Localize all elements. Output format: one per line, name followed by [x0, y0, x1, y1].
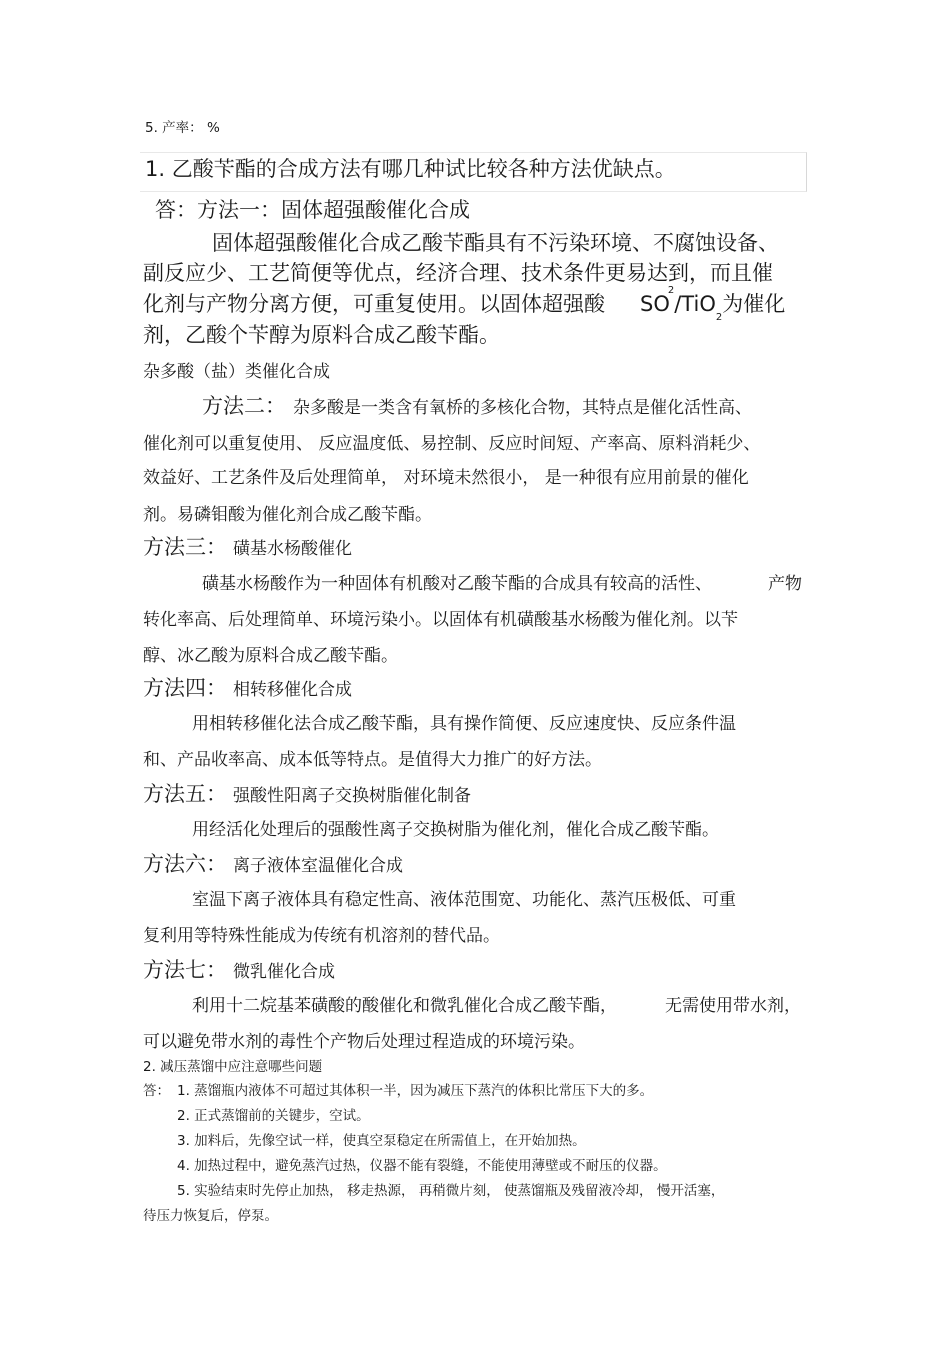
method-4-title: 相转移催化合成: [233, 680, 352, 700]
method-1-line-1: 固体超强酸催化合成乙酸苄酯具有不污染环境、不腐蚀设备、: [212, 231, 779, 255]
catalyst-formula: $SO^2/TiO_2$为催化: [640, 285, 786, 324]
answer-2-item-3: 3. 加料后，先像空试一样，使真空泵稳定在所需值上，在开始加热。: [177, 1133, 586, 1149]
answer-2-label: 答：: [143, 1083, 170, 1099]
method-7-line-2: 可以避免带水剂的毒性个产物后处理过程造成的环境污染。: [143, 1032, 585, 1052]
method-4-line-2: 和、产品收率高、成本低等特点。是值得大力推广的好方法。: [143, 750, 602, 770]
method-1-line-4: 剂，乙酸个苄醇为原料合成乙酸苄酯。: [143, 323, 500, 347]
method-2-line-1: 杂多酸是一类含有氧桥的多核化合物，其特点是催化活性高、: [293, 398, 752, 418]
method-3-label: 方法三：: [143, 535, 227, 559]
method-2-line-4: 剂。易磷钼酸为催化剂合成乙酸苄酯。: [143, 505, 432, 525]
method-5-line-1: 用经活化处理后的强酸性离子交换树脂为催化剂，催化合成乙酸苄酯。: [192, 820, 719, 840]
method-3-line-1: 磺基水杨酸作为一种固体有机酸对乙酸苄酯的合成具有较高的活性、: [202, 574, 712, 594]
method-4-label: 方法四：: [143, 676, 227, 700]
answer-1-method-1-heading: 答：方法一：固体超强酸催化合成: [155, 198, 470, 222]
question-1-title: 1. 乙酸苄酯的合成方法有哪几种试比较各种方法优缺点。: [145, 157, 676, 181]
method-4-line-1: 用相转移催化法合成乙酸苄酯，具有操作简便、反应速度快、反应条件温: [192, 714, 736, 734]
method-2-line-3: 效益好、工艺条件及后处理简单， 对环境未然很小， 是一种很有应用前景的催化: [143, 468, 749, 488]
method-3-title: 磺基水杨酸催化: [233, 539, 352, 559]
method-7-line-1: 利用十二烷基苯磺酸的酸催化和微乳催化合成乙酸苄酯，: [192, 996, 617, 1016]
method-7-label: 方法七：: [143, 958, 227, 982]
answer-2-item-1: 1. 蒸馏瓶内液体不可超过其体积一半，因为减压下蒸汽的体积比常压下大的多。: [177, 1083, 654, 1099]
method-5-label: 方法五：: [143, 782, 227, 806]
method-5-title: 强酸性阳离子交换树脂催化制备: [233, 786, 471, 806]
method-6-label: 方法六：: [143, 852, 227, 876]
answer-2-item-4: 4. 加热过程中，避免蒸汽过热，仪器不能有裂缝，不能使用薄壁或不耐压的仪器。: [177, 1158, 667, 1174]
answer-2-item-2: 2. 正式蒸馏前的关键步，空试。: [177, 1108, 370, 1124]
method-1-line-2: 副反应少、工艺简便等优点，经济合理、技术条件更易达到，而且催: [143, 261, 773, 285]
question-2-title: 2. 减压蒸馏中应注意哪些问题: [143, 1059, 323, 1075]
answer-2-item-5-continued: 待压力恢复后，停泵。: [143, 1208, 278, 1224]
method-3-line-1-tail: 产物: [768, 574, 802, 594]
method-2-label: 方法二：: [202, 394, 286, 418]
method-6-line-1: 室温下离子液体具有稳定性高、液体范围宽、功能化、蒸汽压极低、可重: [192, 890, 736, 910]
method-6-line-2: 复利用等特殊性能成为传统有机溶剂的替代品。: [143, 926, 500, 946]
method-1-line-3: 化剂与产物分离方便，可重复使用。以固体超强酸: [143, 292, 605, 316]
method-3-line-3: 醇、冰乙酸为原料合成乙酸苄酯。: [143, 646, 398, 666]
method-3-line-2: 转化率高、后处理简单、环境污染小。以固体有机磺酸基水杨酸为催化剂。以苄: [143, 610, 738, 630]
method-2-heading: 杂多酸（盐）类催化合成: [143, 362, 330, 382]
method-7-line-1-tail: 无需使用带水剂，: [665, 996, 801, 1016]
yield-line: 5. 产率： %: [145, 120, 220, 136]
method-6-title: 离子液体室温催化合成: [233, 856, 403, 876]
method-7-title: 微乳催化合成: [233, 962, 335, 982]
answer-2-item-5: 5. 实验结束时先停止加热， 移走热源， 再稍微片刻， 使蒸馏瓶及残留液冷却， 慢开活塞，: [177, 1183, 725, 1199]
method-2-line-2: 催化剂可以重复使用、 反应温度低、易控制、反应时间短、产率高、原料消耗少、: [143, 434, 761, 454]
